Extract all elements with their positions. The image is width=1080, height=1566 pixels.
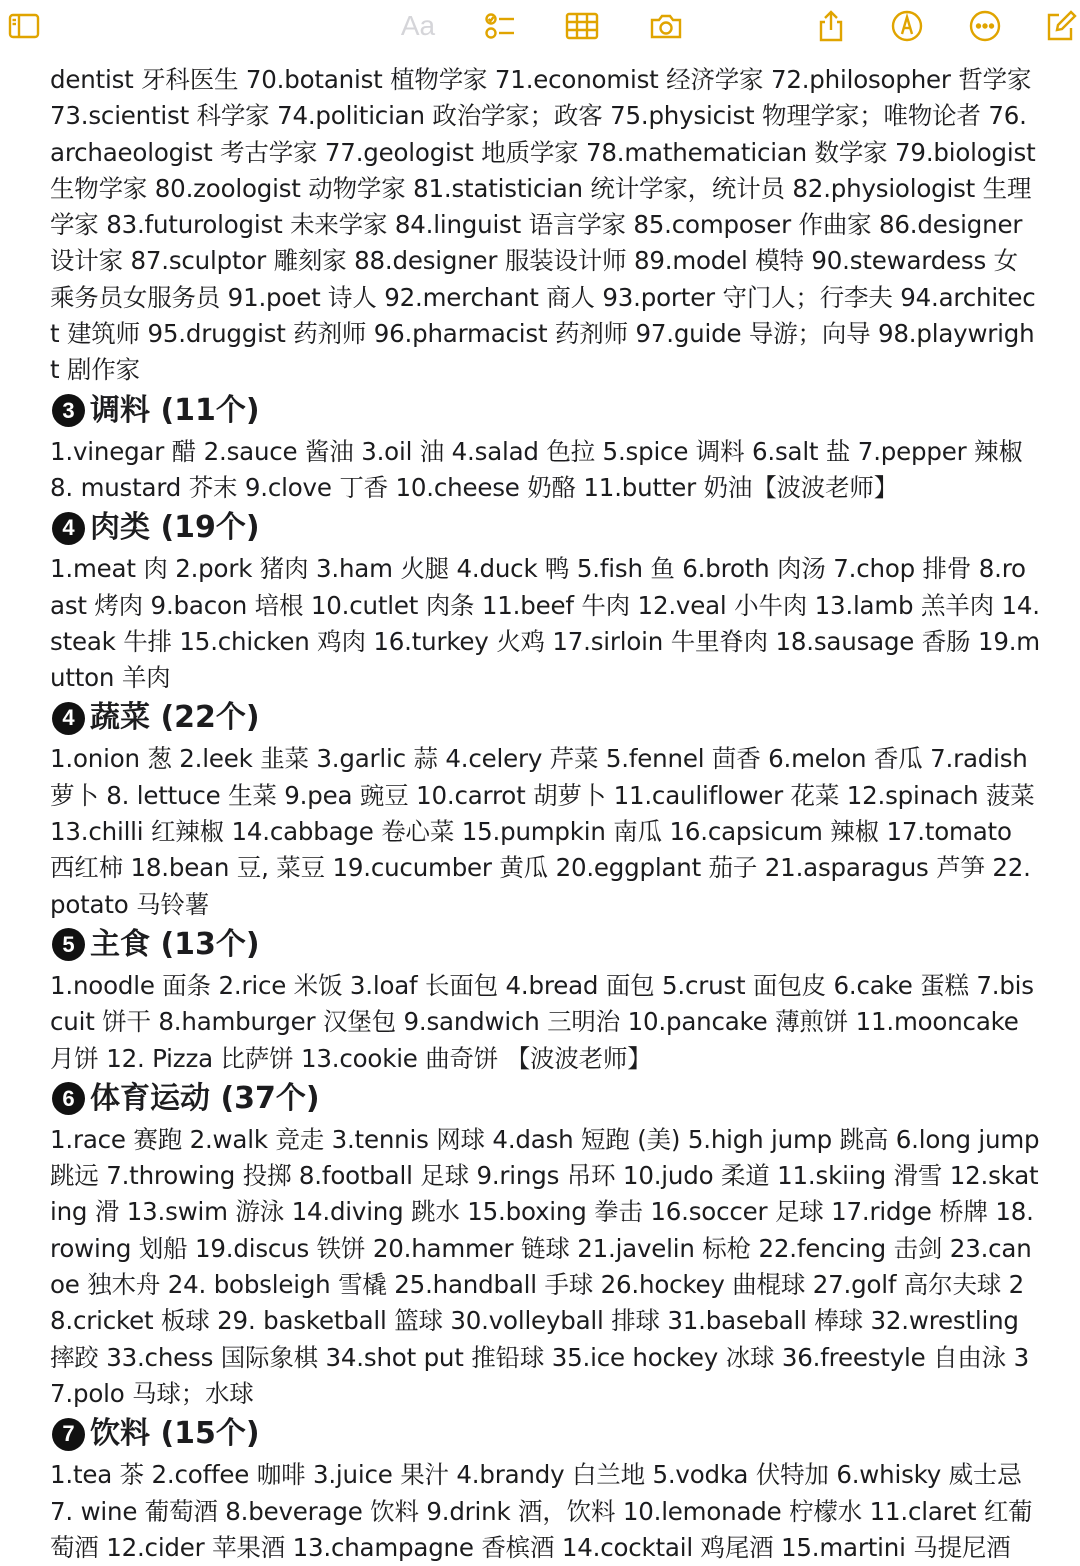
section-text-meat: 1.meat 肉 2.pork 猪肉 3.ham 火腿 4.duck 鸭 5.fish 鱼 6.broth 肉汤 7.chop 排骨 8.roast 烤肉 9.bacon 培根 10.cutlet 肉条 11.beef 牛肉 12.veal 小牛肉 13.lamb 羔羊肉 14.steak 牛排 15.chicken 鸡肉 16.turkey 火鸡 17.sirloin 牛里脊肉 18.sausage 香肠 19.mutton 羊肉: [50, 554, 1040, 693]
section-heading-meat: [52, 507, 1040, 549]
section-text-sports: 1.race 赛跑 2.walk 竞走 3.tennis 网球 4.dash 短跑 (美) 5.high jump 跳高 6.long jump 跳远 7.throwing 投掷 8.football 足球 9.rings 吊环 10.judo 柔道 11.skiing 滑雪 12.skating 滑 13.swim 游泳 14.diving 跳水 15.boxing 拳击 16.soccer 足球 17.ridge 桥牌 18.rowing 划船 19.discus 铁饼 20.hammer 链球 21.javelin 标枪 22.fencing 击剑 23.canoe 独木舟 24. bobsleigh 雪橇 25.handball 手球 26.hockey 曲棍球 27.golf 高尔夫球 28.cricket 板球 29. basketball 篮球 30.volleyball 排球 31.baseball 棒球 32.wrestling 摔跤 33.chess 国际象棋 34.shot put 推铅球 35.ice hockey 冰球 36.freestyle 自由泳 37.polo 马球；水球: [50, 1124, 1040, 1408]
camera-icon[interactable]: [646, 7, 686, 45]
section-heading-vegetables: [52, 697, 1040, 739]
section-number-badge: 4: [52, 702, 85, 735]
section-title: 主食 (13个): [90, 926, 260, 962]
section-heading-staple-food: [52, 924, 1040, 966]
section-text-drinks: 1.tea 茶 2.coffee 咖啡 3.juice 果汁 4.brandy 白兰地 5.vodka 伏特加 6.whisky 威士忌 7. wine 葡萄酒 8.beverage 饮料 9.drink 酒，饮料 10.lemonade 柠檬水 11.claret 红葡萄酒 12.cider 苹果酒 13.champagne 香槟酒 14.cocktail 鸡尾酒 15.martini 马提尼酒: [50, 1460, 1033, 1562]
section-number-badge: 4: [52, 512, 85, 545]
table-icon[interactable]: [562, 7, 602, 45]
section-title: 蔬菜 (22个): [90, 700, 260, 736]
section-title: 肉类 (19个): [90, 510, 260, 546]
section-heading-sports: [52, 1078, 1040, 1120]
markup-pen-icon[interactable]: [887, 7, 927, 45]
compose-icon[interactable]: [1040, 7, 1080, 45]
section-text-seasoning: 1.vinegar 醋 2.sauce 酱油 3.oil 油 4.salad 色拉 5.spice 调料 6.salt 盐 7.pepper 辣椒 8. mustard 芥末 9.clove 丁香 10.cheese 奶酪 11.butter 奶油【波波老师】: [50, 436, 1023, 502]
section-text-staple-food: 1.noodle 面条 2.rice 米饭 3.loaf 长面包 4.bread 面包 5.crust 面包皮 6.cake 蛋糕 7.biscuit 饼干 8.hamburger 汉堡包 9.sandwich 三明治 10.pancake 薄煎饼 11.mooncake 月饼 12. Pizza 比萨饼 13.cookie 曲奇饼 【波波老师】: [50, 970, 1034, 1073]
section-number-badge: 7: [52, 1418, 85, 1451]
notes-toolbar: [0, 0, 1080, 52]
intro-paragraph: dentist 牙科医生 70.botanist 植物学家 71.economist 经济学家 72.philosopher 哲学家 73.scientist 科学家 74.politician 政治学家；政客 75.physicist 物理学家；唯物论者 76. archaeologist 考古学家 77.geologist 地质学家 78.mathematician 数学家 79.biologist 生物学家 80.zoologist 动物学家 81.statistician 统计学家，统计员 82.physiologist 生理学家 83.futurologist 未来学家 84.linguist 语言学家 85.composer 作曲家 86.designer 设计家 87.sculptor 雕刻家 88.designer 服装设计师 89.model 模特 90.stewardess 女乘务员女服务员 91.poet 诗人 92.merchant 商人 93.porter 守门人；行李夫 94.architect 建筑师 95.druggist 药剂师 96.pharmacist 药剂师 97.guide 导游；向导 98.playwright 剧作家: [50, 65, 1036, 385]
section-heading-seasoning: [52, 390, 1040, 432]
section-heading-drinks: [52, 1413, 1040, 1455]
section-title: 体育运动 (37个): [90, 1080, 320, 1116]
section-title: 调料 (11个): [90, 392, 260, 428]
sidebar-icon[interactable]: [4, 7, 44, 45]
section-number-badge: 3: [52, 394, 85, 427]
text-format-button[interactable]: Aa: [400, 10, 436, 41]
share-icon[interactable]: [811, 7, 851, 45]
note-body[interactable]: [50, 62, 1040, 1566]
section-number-badge: 6: [52, 1082, 85, 1115]
section-number-badge: 5: [52, 928, 85, 961]
section-title: 饮料 (15个): [90, 1416, 260, 1452]
section-text-vegetables: 1.onion 葱 2.leek 韭菜 3.garlic 蒜 4.celery 芹菜 5.fennel 茴香 6.melon 香瓜 7.radish 萝卜 8. lettuce 生菜 9.pea 豌豆 10.carrot 胡萝卜 11.cauliflower 花菜 12.spinach 菠菜 13.chilli 红辣椒 14.cabbage 卷心菜 15.pumpkin 南瓜 16.capsicum 辣椒 17.tomato 西红柿 18.bean 豆, 菜豆 19.cucumber 黄瓜 20.eggplant 茄子 21.asparagus 芦笋 22.potato 马铃薯: [50, 744, 1035, 919]
checklist-icon[interactable]: [480, 7, 520, 45]
more-icon[interactable]: [965, 7, 1005, 45]
